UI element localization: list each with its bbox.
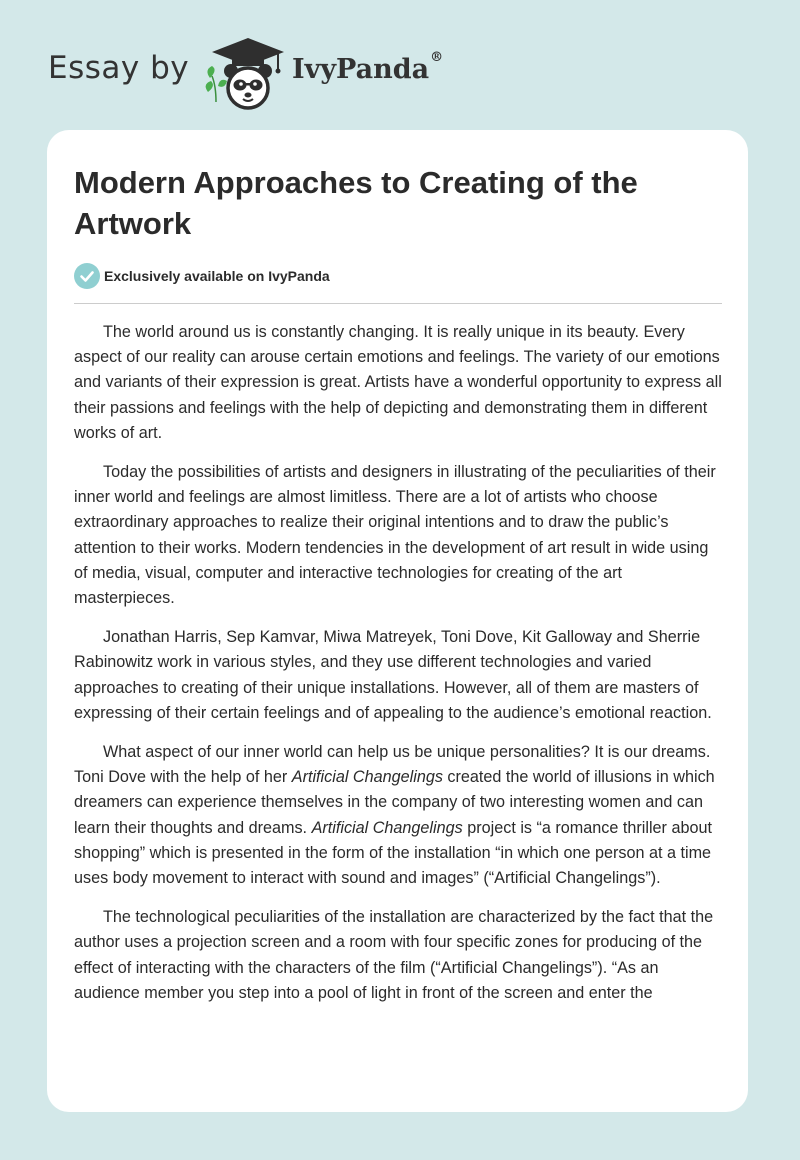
check-badge: [74, 263, 100, 289]
exclusive-label: Exclusively available on IvyPanda: [104, 268, 330, 284]
paragraph-text: Today the possibilities of artists and designers in illustrating of the peculiarities of their inner world and feelings are almost limitless. There are a lot of artists who choose extraordinary approaches to realize their original intentions and to draw the public’s attention to their works. Modern tendencies in the development of art result in wide using of media, visual, computer and interactive technologies for creating of the art masterpieces.: [74, 463, 716, 608]
essay-by-label: Essay by: [48, 50, 190, 86]
brand-name-text: IvyPanda: [292, 54, 430, 85]
paragraph-text: The world around us is constantly changing. It is really unique in its beauty. Every aspect of our reality can arouse certain emotions and feelings. The variety of our emotions and variants of their expression is great. Artists have a wonderful opportunity to express all their passions and feelings with the help of depicting and demonstrating them in different works of art.: [74, 323, 722, 442]
site-header: [48, 36, 468, 110]
ivypanda-logo-icon[interactable]: [204, 36, 286, 110]
paragraph-text: What aspect of our inner world can help us be unique personalities? It is our dreams. Toni Dove with the help of her: [74, 743, 711, 787]
italic-title-text: Artificial Changelings: [291, 768, 443, 787]
ivy-leaf-icon: [206, 66, 227, 102]
body-paragraph: [74, 905, 724, 1006]
check-icon: [74, 263, 100, 289]
divider: [74, 303, 722, 304]
paragraph-text: Jonathan Harris, Sep Kamvar, Miwa Matreyek, Toni Dove, Kit Galloway and Sherrie Rabinowitz work in various styles, and they use different technologies and varied approaches to creating of their unique installations. However, all of them are masters of expressing of their certain feelings and of appealing to the audience’s emotional reaction.: [74, 628, 712, 722]
italic-title-text: Artificial Changelings: [311, 818, 463, 837]
essay-card: [47, 130, 748, 1112]
paragraph-text: The technological peculiarities of the installation are characterized by the fact that the author uses a projection screen and a room with four specific zones for producing of the effect of interacting with the characters of the film (“Artificial Changelings”). “As an audience member you step into a pool of light in front of the screen and enter the: [74, 908, 714, 1002]
body-paragraph: [74, 460, 724, 611]
brand-name[interactable]: [292, 50, 444, 85]
body-paragraph: [74, 625, 724, 726]
paragraph-text: created the world of illusions in which dreamers can experience themselves in the company of two interesting women and can learn their thoughts and dreams.: [74, 768, 715, 837]
body-paragraph: [74, 740, 724, 891]
essay-title: Modern Approaches to Creating of the Artwork: [74, 165, 638, 241]
registered-mark: ®: [430, 50, 444, 65]
paragraph-text: project is “a romance thriller about shopping” which is presented in the form of the installation “in which one person at a time uses body movement to interact with sound and images” (“Artificial Changelings”).: [74, 818, 712, 888]
body-paragraph: [74, 320, 724, 446]
essay-body: [74, 320, 724, 1020]
